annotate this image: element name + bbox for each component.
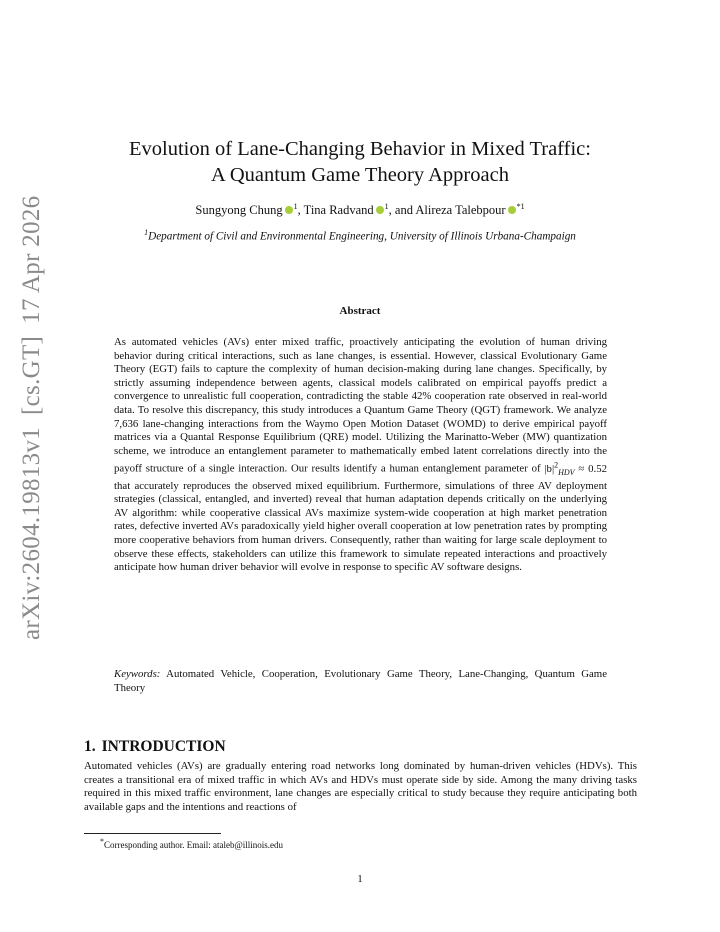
title-line-1: Evolution of Lane-Changing Behavior in Mixed Traffic: xyxy=(129,138,591,160)
author-mark: 1 xyxy=(293,202,298,211)
title-line-2: A Quantum Game Theory Approach xyxy=(211,164,509,186)
abstract-part-1: As automated vehicles (AVs) enter mixed traffic, proactively anticipating the evolution of human driving behavior during critical interactions, such as lane changes, is essential. However, classical Evolutionary Game Theory (EGT) fails to capture the complexity of human decision-making during lane changes. Specifically, by strictly assuming independence between agents, classical models calibrated on empirical payoffs predict a convergence to unrealistic full cooperation, contradicting the stable 42% cooperation rate observed in real-world data. To resolve this discrepancy, this study introduces a Quantum Game Theory (QGT) framework. We analyze 7,636 lane-changing interactions from the Waymo Open Motion Dataset (WOMD) to derive empirical payoff matrices via a Quantal Response Equilibrium (QRE) model. Utilizing the Marinatto-Weber (MW) quantization scheme, we introduce an entanglement parameter to mathematically embed latent correlations directly into the payoff structure of a single interaction. Our results identify a human entanglement parameter of xyxy=(114,336,607,475)
footnote-divider xyxy=(84,833,221,834)
author-mark: *1 xyxy=(516,202,525,211)
section-title: INTRODUCTION xyxy=(101,738,226,755)
author-name: Tina Radvand xyxy=(303,203,374,218)
keywords-list: Automated Vehicle, Cooperation, Evolutionary Game Theory, Lane-Changing, Quantum Game Theory xyxy=(114,668,607,694)
entanglement-formula xyxy=(544,460,607,478)
keywords xyxy=(114,667,607,695)
affiliation-text: Department of Civil and Environmental Engineering, University of Illinois Urbana-Champaign xyxy=(148,230,576,243)
author-separator: , and xyxy=(388,203,416,218)
abstract-part-2: that accurately reproduces the observed mixed equilibrium. Furthermore, simulations of three AV deployment strategies (classical, entangled, and inverted) reveal that human adaptation depends critically on the underlying AV algorithm: while cooperative classical AVs maximize system-wide cooperation at high market penetration rates, defective inverted AVs paradoxically yield higher overall cooperation at low penetration rates by prompting more cooperative behaviors from human drivers. Consequently, rather than waiting for large scale deployment to observe these effects, stakeholders can utilize this framework to simulate repeated interactions and proactively anticipate how human driver behavior will evolve in response to specific AV software designs. xyxy=(114,479,607,574)
arxiv-category: [cs.GT] xyxy=(18,335,45,415)
affiliation xyxy=(0,228,720,243)
footnote-text: Corresponding author. Email: ataleb@illinois.edu xyxy=(104,840,284,850)
arxiv-stamp xyxy=(18,184,46,641)
footnote-mark: * xyxy=(100,837,104,846)
affiliation-mark: 1 xyxy=(144,228,149,237)
author-separator: , xyxy=(297,203,304,218)
arxiv-date: 17 Apr 2026 xyxy=(18,195,45,324)
keywords-label: Keywords: xyxy=(114,668,161,680)
footnote xyxy=(100,837,283,850)
section-number: 1. xyxy=(84,738,96,755)
paper-title xyxy=(0,136,720,188)
formula-sub: HDV xyxy=(558,468,575,478)
author-list xyxy=(0,202,720,218)
orcid-icon[interactable] xyxy=(508,206,516,214)
formula-sup: 2 xyxy=(554,460,559,470)
section-heading xyxy=(84,738,232,756)
orcid-icon[interactable] xyxy=(376,206,384,214)
author-name: Alireza Talebpour xyxy=(415,203,506,218)
page-number: 1 xyxy=(357,873,363,885)
formula-base: |b| xyxy=(544,462,555,475)
arxiv-id: arXiv:2604.19813v1 xyxy=(18,426,45,640)
author-mark: 1 xyxy=(384,202,389,211)
author-name: Sungyong Chung xyxy=(195,203,283,218)
abstract-text xyxy=(114,336,607,575)
orcid-icon[interactable] xyxy=(285,206,293,214)
formula-value: ≈ 0.52 xyxy=(574,462,607,475)
abstract-heading: Abstract xyxy=(339,305,381,317)
intro-paragraph: Automated vehicles (AVs) are gradually entering road networks long dominated by human-driven vehicles (HDVs). This creates a transitional era of mixed traffic in which AVs and HDVs must operate side by side. Among the many driving tasks required in this mixed traffic environment, lane changes are especially critical to study because they require anticipating both available gaps and the intentions and reactions of xyxy=(84,760,637,813)
